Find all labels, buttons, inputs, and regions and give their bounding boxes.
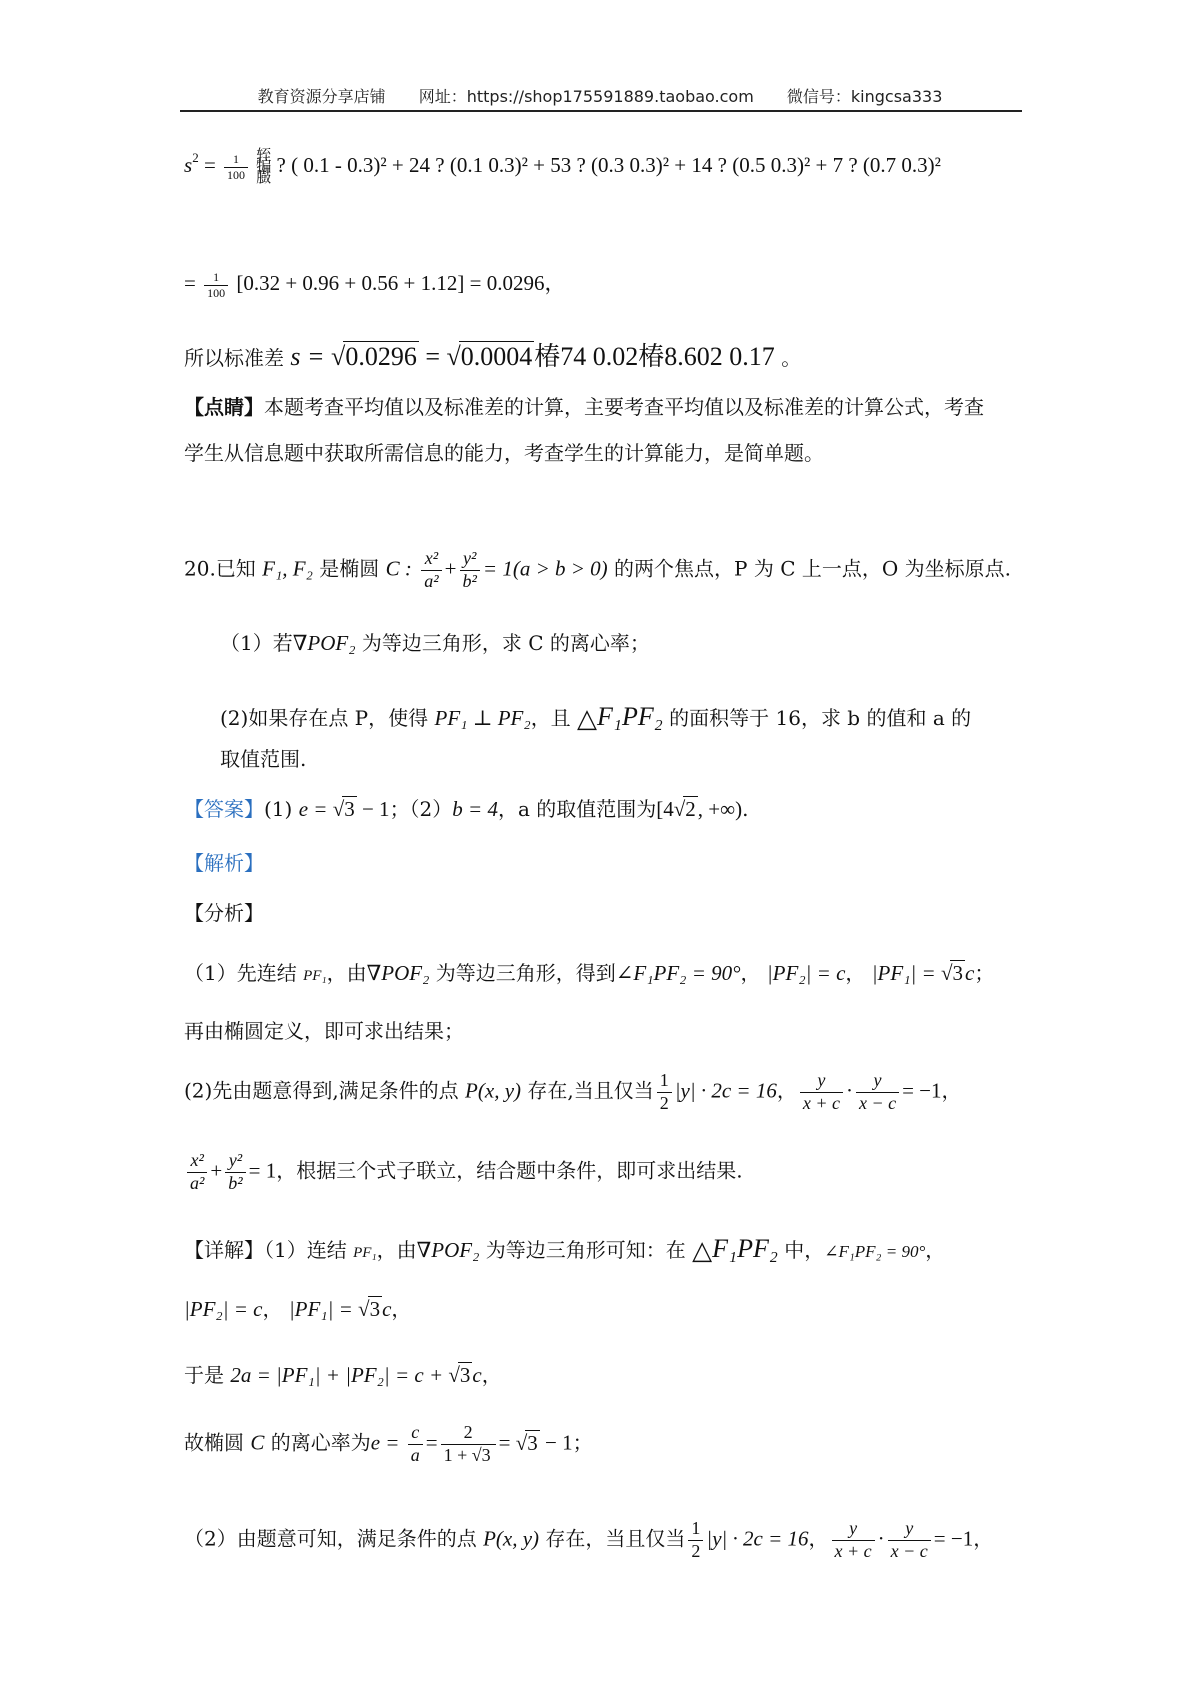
answer-range-a: [4: [656, 797, 674, 821]
q20-part2-b: ，且: [530, 706, 578, 730]
comment-tag: 【点睛】: [184, 395, 264, 419]
stddev-line: 所以标准差 s = √0.0296 = √0.0004椿74 0.02椿8.602 0.17 。: [184, 342, 802, 371]
xiangjie-tag: 【详解】: [184, 1238, 264, 1262]
q20-text-1: 是椭圆: [312, 556, 386, 581]
xiangjie-line-5: （2）由题意可知，满足条件的点 P(x, y) 存在，当且仅当 $\frac{1}{2}$ |y| · 2c = 16， $\frac{y}{x + c}$ · $\frac{y}{x - c}$ = −1，: [184, 1518, 994, 1561]
stddev-rest1: 74 0.02: [560, 342, 639, 371]
variance-term-4: ² + 7 ? (0.7 0.3): [803, 153, 935, 177]
q20-part1-b: 为等边三角形，求 C 的离心率；: [355, 631, 650, 655]
answer-sep: ；（2）: [389, 797, 453, 821]
stddev-garble1: 椿: [534, 342, 561, 371]
q20-part2-f: F₁PF₂: [597, 702, 663, 731]
q20-condition: = 1(a > b > 0): [482, 556, 608, 581]
answer-e: e =: [298, 797, 333, 821]
wechat-id: 微信号：kingcsa333: [786, 87, 943, 106]
answer-range-b: , +∞): [697, 797, 743, 821]
stddev-text: 所以标准差: [184, 346, 284, 370]
xiangjie-line-1: 【详解】（1）连结 PF₁，由∇POF₂ 为等边三角形可知：在 △F₁PF₂ 中，∠F₁PF₂ = 90°，: [184, 1234, 946, 1266]
q20-rest: 的两个焦点，P 为 C 上一点，O 为坐标原点.: [607, 556, 1011, 581]
shop-name: 教育资源分享店铺: [257, 87, 386, 106]
q20-part2-cont: [220, 746, 306, 772]
analysis-tag: 【解析】: [184, 851, 264, 875]
sum-eq: =: [184, 271, 196, 295]
q20-part2: [220, 700, 971, 737]
stddev-end: 。: [781, 346, 802, 370]
fenxi-frac-1: $\frac{y}{x + c}$: [800, 1070, 843, 1114]
fenxi-frac-2: $\frac{y}{x - c}$: [856, 1070, 899, 1114]
stddev-garble2: 椿: [638, 342, 665, 371]
q20-frac-x: $\frac{\text{x²}}{\text{a²}}$: [421, 548, 441, 592]
fenxi-line-4: $\frac{\text{x²}}{\text{a²}}$ + $\frac{\text{y²}}{\text{b²}}$ = 1，根据三个式子联立，结合题中条件，即可求出结果.: [184, 1150, 743, 1194]
header-divider: [180, 110, 1022, 112]
answer-tag: 【答案】: [184, 797, 264, 821]
garbled-bracket: 轾 犏 臌: [256, 147, 272, 186]
answer-sqrt3: 3: [344, 797, 355, 821]
page-header: [0, 84, 1200, 107]
stddev-sqrt2: 0.0004: [460, 342, 533, 371]
variance-eq: =: [203, 153, 216, 177]
stddev-expr: s =: [290, 342, 332, 371]
shop-url: 网址：https://shop175591889.taobao.com: [418, 87, 754, 106]
q20-part2-perp: PF₁ ⊥ PF₂: [434, 706, 531, 730]
xiangjie-frac-1: $\frac{y}{x + c}$: [832, 1518, 875, 1562]
q20-stem: [184, 548, 1011, 592]
variance-symbol: s: [184, 153, 193, 177]
triangle-icon: △: [692, 1236, 713, 1266]
q20-part2-c: 的面积等于 16，求 b 的值和 a 的: [662, 706, 972, 730]
answer-period: .: [742, 797, 749, 821]
answer-sqrt2: 2: [685, 797, 696, 821]
fenxi-frac-x: $\frac{\text{x²}}{\text{a²}}$: [187, 1150, 207, 1194]
fenxi-frac-y: $\frac{\text{y²}}{\text{b²}}$: [225, 1150, 245, 1194]
fenxi-line-2: 再由椭圆定义，即可求出结果；: [184, 1019, 464, 1043]
q20-part1: [220, 630, 650, 657]
sum-body: [0.32 + 0.96 + 0.56 + 1.12] = 0.0296: [236, 271, 545, 295]
fenxi-half: $\frac{1}{2}$: [657, 1070, 672, 1114]
q20-part1-triangle: ∇POF₂: [292, 631, 356, 655]
variance-term-5: ²: [934, 153, 941, 177]
fenxi-line-3: (2)先由题意得到,满足条件的点 P(x, y) 存在,当且仅当 $\frac{1}{2}$ |y| · 2c = 16， $\frac{y}{x + c}$ · $\frac{y}{x - c}$ = −1，: [184, 1070, 962, 1113]
stddev-rest2: 8.602 0.17: [664, 342, 775, 371]
comment-text-1: 本题考查平均值以及标准差的计算，主要考查平均值以及标准差的计算公式，考查: [264, 395, 984, 419]
answer-minus1: − 1: [356, 797, 390, 821]
answer-comma: ，: [497, 797, 518, 821]
comment-line-1: [184, 394, 984, 420]
sum-formula: [184, 270, 565, 300]
comment-text-2: 学生从信息题中获取所需信息的能力，考查学生的计算能力，是简单题。: [184, 441, 824, 465]
stddev-sqrt1: 0.0296: [345, 342, 417, 371]
variance-formula: $s^2$ = $\frac{1}{100}$ 轾 犏 臌 ? ( 0.1 - 0.3)² + 24 ? (0.1 0.3)² + 53 ? (0.3 0.3)² + 14 ? (0.5 0.3)² + 7 ? (0.7 0.3)²: [184, 147, 941, 186]
triangle-icon: △: [577, 704, 598, 734]
fenxi-pf2: |PF₂| = c: [766, 961, 846, 985]
fenxi-angle: ∠F₁PF₂ = 90°: [615, 961, 741, 985]
variance-frac: $\frac{1}{100}$: [224, 152, 248, 182]
variance-term-2: ² + 53 ? (0.3 0.3): [521, 153, 663, 177]
fenxi-tag: 【分析】: [184, 901, 264, 925]
xiangjie-half: $\frac{1}{2}$: [688, 1518, 703, 1562]
xiangjie-frac-2b: $\frac{y}{x - c}$: [888, 1518, 931, 1562]
q20-part1-a: （1）若: [220, 631, 293, 655]
xiangjie-frac-ca: $\frac{c}{a}$: [408, 1422, 423, 1466]
fenxi-line-1: （1）先连结 PF₁，由∇POF₂ 为等边三角形，得到∠F₁PF₂ = 90°， |PF₂| = c， |PF₁| = √3c；: [184, 961, 995, 985]
q20-ellipse-c: C :: [385, 556, 412, 581]
stddev-mid: =: [418, 342, 447, 371]
sum-frac: $\frac{1}{100}$: [204, 270, 228, 300]
xiangjie-line-2: |PF₂| = c， |PF₁| = √3c，: [184, 1297, 412, 1321]
q20-foci: F₁, F₂: [262, 556, 313, 581]
fenxi-triangle: ∇POF₂: [366, 961, 430, 985]
answer-b: b = 4: [452, 797, 498, 821]
comment-line-2: [184, 440, 824, 466]
xiangjie-line-3: 于是 2a = |PF₁| + |PF₂| = c + √3c，: [184, 1363, 502, 1387]
variance-term-1: ² + 24 ? (0.1 0.3): [380, 153, 522, 177]
xiangjie-frac-2: $\frac{2}{1 + √3}$: [441, 1422, 496, 1466]
fenxi-pf1: PF₁: [303, 968, 327, 984]
answer-line: 【答案】(1) e = √3 − 1；（2）b = 4，a 的取值范围为[4√2, +∞).: [184, 797, 749, 821]
q20-number: 20.已知: [184, 556, 256, 581]
q20-plus: +: [444, 556, 457, 581]
answer-p1: (1): [264, 797, 299, 821]
q20-frac-y: $\frac{\text{y²}}{\text{b²}}$: [460, 548, 480, 592]
sum-tail: ，: [544, 271, 566, 295]
xiangjie-line-4: 故椭圆 C 的离心率为e = $\frac{c}{a}$ = $\frac{2}{1 + √3}$ = √3 − 1；: [184, 1422, 593, 1465]
fenxi-point-p: P(x, y): [465, 1078, 522, 1103]
variance-term-3: ² + 14 ? (0.5 0.3): [662, 153, 804, 177]
q20-part2-d: 取值范围.: [220, 747, 307, 771]
answer-a-text: a 的取值范围为: [517, 797, 657, 821]
variance-term-0: ? ( 0.1 - 0.3): [276, 153, 381, 177]
fenxi-pf1c: |PF₁| =: [871, 961, 941, 985]
q20-part2-a: (2)如果存在点 P，使得: [220, 706, 435, 730]
